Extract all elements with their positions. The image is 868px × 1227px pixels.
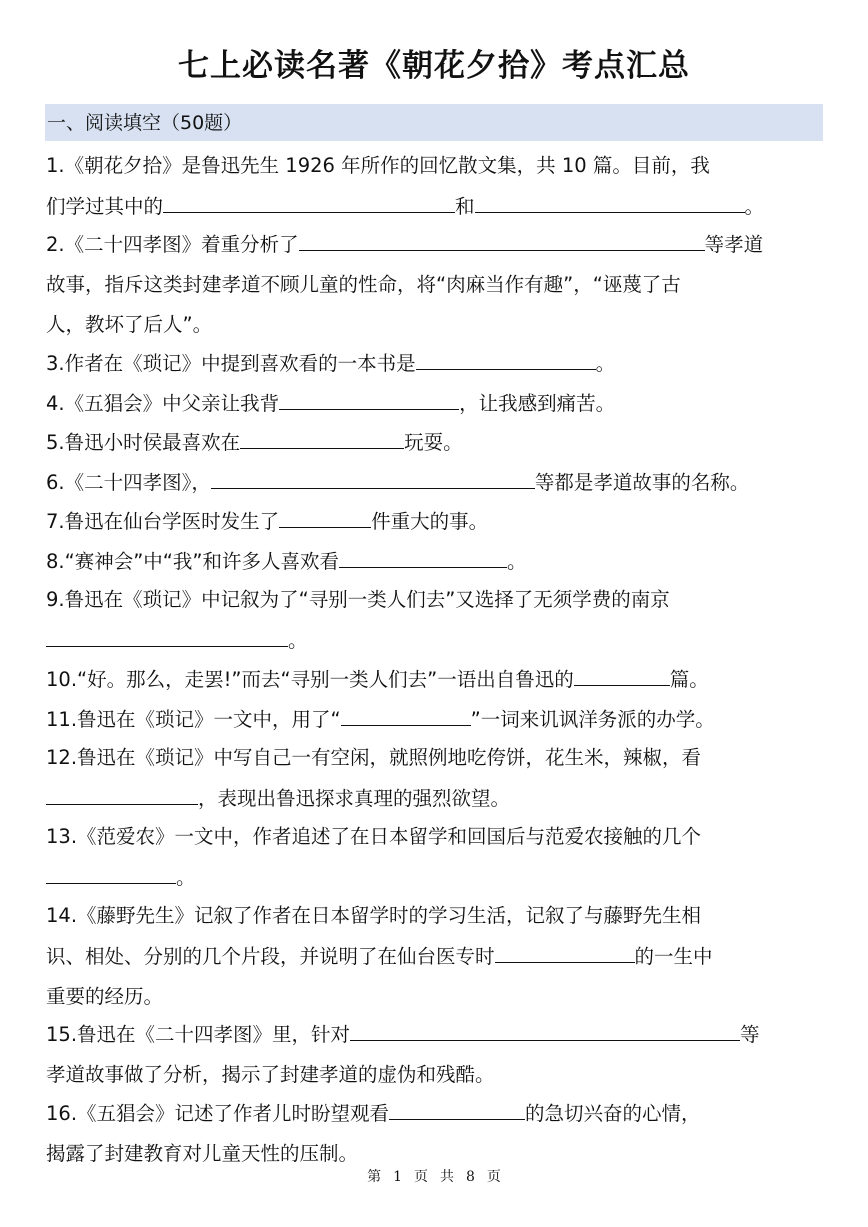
question-14 bbox=[46, 896, 824, 1017]
question-text: ”一词来讥讽洋务派的办学。 bbox=[470, 708, 715, 731]
page-footer bbox=[0, 1167, 868, 1187]
question-16 bbox=[46, 1093, 824, 1174]
answer-blank[interactable] bbox=[211, 462, 535, 489]
answer-blank[interactable] bbox=[475, 186, 745, 213]
question-text: 人，教坏了后人”。 bbox=[46, 313, 213, 336]
question-text: 13.《范爱农》一文中，作者追述了在日本留学和回国后与范爱农接触的几个 bbox=[46, 825, 702, 848]
answer-blank[interactable] bbox=[46, 857, 176, 884]
question-text: 5.鲁迅小时侯最喜欢在 bbox=[46, 431, 241, 454]
question-text: 6.《二十四孝图》， bbox=[46, 471, 211, 494]
page-label: 第 bbox=[367, 1169, 382, 1185]
question-text: 玩耍。 bbox=[404, 431, 463, 454]
question-text: 孝道故事做了分析，揭示了封建孝道的虚伪和残酷。 bbox=[46, 1063, 495, 1086]
question-12 bbox=[46, 738, 824, 819]
answer-blank[interactable] bbox=[495, 936, 635, 963]
question-11 bbox=[46, 699, 824, 740]
question-text: 。 bbox=[595, 352, 616, 375]
question-text: 等孝道 bbox=[704, 233, 764, 256]
question-text: 11.鲁迅在《琐记》一文中，用了“ bbox=[46, 708, 341, 731]
question-text: 。 bbox=[744, 195, 765, 218]
question-text: 。 bbox=[288, 629, 308, 652]
question-text: 7.鲁迅在仙台学医时发生了 bbox=[46, 510, 280, 533]
question-text: ，让我感到痛苦。 bbox=[459, 392, 616, 415]
question-text: 等 bbox=[740, 1023, 760, 1046]
answer-blank[interactable] bbox=[299, 224, 705, 251]
answer-blank[interactable] bbox=[350, 1014, 740, 1041]
question-text: 8.“赛神会”中“我”和许多人喜欢看 bbox=[46, 550, 340, 573]
question-text: 的急切兴奋的心情， bbox=[525, 1102, 701, 1125]
question-8 bbox=[46, 541, 824, 582]
question-text: 揭露了封建教育对儿童天性的压制。 bbox=[46, 1142, 359, 1165]
question-text: 件重大的事。 bbox=[371, 510, 489, 533]
answer-blank[interactable] bbox=[416, 343, 596, 370]
answer-blank[interactable] bbox=[279, 501, 371, 528]
answer-blank[interactable] bbox=[341, 699, 471, 726]
question-text: 故事，指斥这类封建孝道不顾儿童的性命，将“肉麻当作有趣”，“诬蔑了古 bbox=[46, 273, 681, 296]
question-text: 识、相处、分别的几个片段，并说明了在仙台医专时 bbox=[46, 945, 495, 968]
answer-blank[interactable] bbox=[574, 659, 670, 686]
question-10 bbox=[46, 659, 824, 700]
total-unit: 页 bbox=[486, 1169, 501, 1185]
question-7 bbox=[46, 501, 824, 542]
question-text: 16.《五猖会》记述了作者儿时盼望观看 bbox=[46, 1102, 390, 1125]
page-unit: 页 bbox=[414, 1169, 428, 1185]
answer-blank[interactable] bbox=[163, 186, 455, 213]
question-text: 10.“好。那么，走罢!”而去“寻别一类人们去”一语出自鲁迅的 bbox=[46, 668, 574, 691]
question-15 bbox=[46, 1014, 824, 1095]
page-title: 七上必读名著《朝花夕拾》考点汇总 bbox=[178, 48, 690, 84]
question-text: 篇。 bbox=[669, 668, 709, 691]
question-text: 4.《五猖会》中父亲让我背 bbox=[46, 392, 280, 415]
question-text: 们学过其中的 bbox=[46, 195, 164, 218]
question-6 bbox=[46, 462, 824, 503]
question-text: 3.作者在《琐记》中提到喜欢看的一本书是 bbox=[46, 352, 416, 375]
question-text: 的一生中 bbox=[634, 945, 713, 968]
question-text: 14.《藤野先生》记叙了作者在日本留学时的学习生活，记叙了与藤野先生相 bbox=[46, 904, 702, 927]
question-5 bbox=[46, 422, 824, 463]
question-text: 重要的经历。 bbox=[46, 985, 164, 1008]
question-text: ，表现出鲁迅探求真理的强烈欲望。 bbox=[198, 787, 511, 810]
question-2 bbox=[46, 224, 824, 345]
question-text: 2.《二十四孝图》着重分析了 bbox=[46, 233, 299, 256]
page-number: 1 bbox=[393, 1169, 402, 1185]
question-text: 12.鲁迅在《琐记》中写自己一有空闲，就照例地吃侉饼，花生米，辣椒，看 bbox=[46, 746, 702, 769]
answer-blank[interactable] bbox=[46, 778, 198, 805]
question-text: 9.鲁迅在《琐记》中记叙为了“寻别一类人们去”又选择了无须学费的南京 bbox=[46, 588, 670, 611]
question-4 bbox=[46, 383, 824, 424]
answer-blank[interactable] bbox=[46, 620, 288, 647]
question-1 bbox=[46, 146, 824, 227]
total-pages: 8 bbox=[466, 1169, 475, 1185]
question-text: 和 bbox=[455, 195, 475, 218]
answer-blank[interactable] bbox=[279, 383, 459, 410]
question-text: 。 bbox=[507, 550, 527, 573]
question-text: 15.鲁迅在《二十四孝图》里，针对 bbox=[46, 1023, 351, 1046]
section-heading: 一、阅读填空（50题） bbox=[45, 104, 823, 141]
answer-blank[interactable] bbox=[389, 1093, 525, 1120]
question-text: 等都是孝道故事的名称。 bbox=[534, 471, 750, 494]
answer-blank[interactable] bbox=[339, 541, 507, 568]
question-text: 1.《朝花夕拾》是鲁迅先生 1926 年所作的回忆散文集，共 10 篇。目前，我 bbox=[46, 154, 710, 177]
question-9 bbox=[46, 580, 824, 661]
answer-blank[interactable] bbox=[240, 422, 404, 449]
total-label: 共 bbox=[440, 1169, 454, 1185]
question-3 bbox=[46, 343, 824, 384]
question-13 bbox=[46, 817, 824, 898]
question-text: 。 bbox=[176, 866, 196, 889]
